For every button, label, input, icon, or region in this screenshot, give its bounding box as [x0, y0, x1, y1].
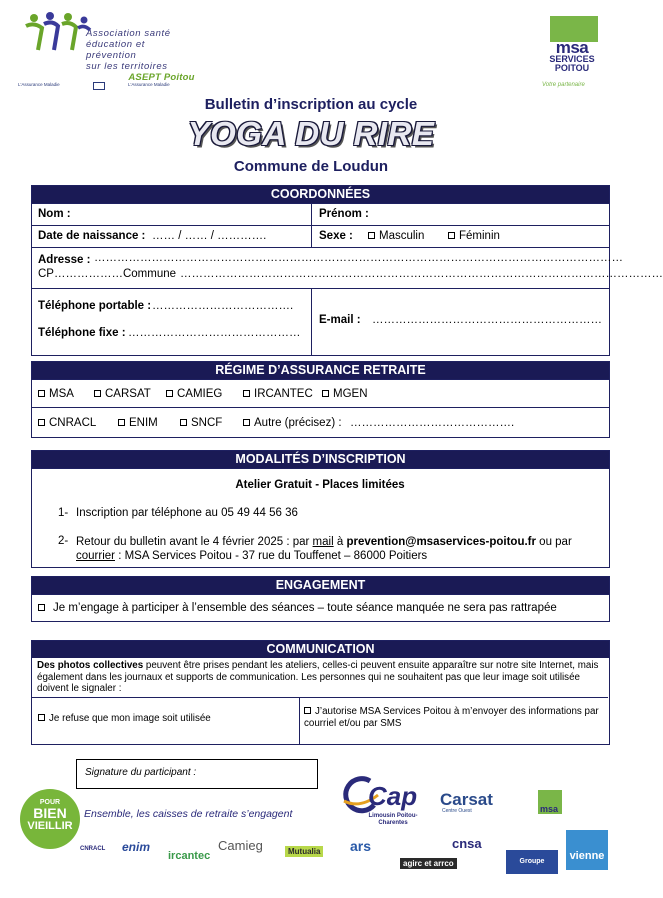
assurance-maladie-logo: L'Assurance Maladie [18, 82, 60, 87]
engagement-section [31, 576, 610, 622]
camieg-logo: Camieg [218, 838, 263, 853]
divider [311, 204, 312, 225]
adresse-row [32, 247, 663, 288]
nom-label: Nom : [38, 208, 71, 220]
cap-text: Cap [368, 781, 418, 811]
commune-field[interactable]: ……………………………………………………………………………………………………………… [180, 268, 663, 280]
checkbox-icon[interactable] [166, 390, 173, 397]
adresse-label: Adresse : [38, 254, 91, 266]
adresse-field[interactable]: ………………………………………………………………………………………………………………………… [94, 252, 623, 264]
checkbox-icon[interactable] [38, 604, 45, 611]
asept-line: Association santé [86, 28, 171, 39]
text-part: à [336, 536, 344, 548]
msa-services-poitou-logo [540, 16, 604, 90]
carsat-subtext: Centre Ouest [442, 808, 472, 814]
communication-section [31, 640, 610, 745]
msa-small-logo [538, 790, 562, 814]
postal-address: : MSA Services Poitou - 37 rue du Touffenet – 86000 Poitiers [118, 550, 428, 562]
checkbox-icon[interactable] [38, 714, 45, 721]
carsat-logo [440, 790, 520, 820]
people-figures-icon [22, 10, 92, 54]
tel-portable-field[interactable]: ………………………………. [152, 300, 294, 312]
mutualia-logo: Mutualia [285, 846, 323, 857]
partner-small-logos [18, 82, 178, 92]
regime-row-1 [32, 379, 609, 407]
assurance-maladie-logo: L'Assurance Maladie [128, 82, 170, 87]
section-heading: COMMUNICATION [32, 641, 609, 658]
checkbox-icon[interactable] [448, 232, 455, 239]
item-number: 1- [58, 507, 69, 519]
option-label: SNCF [191, 417, 223, 429]
consent-row [32, 697, 608, 744]
msa-logo-text [540, 40, 604, 73]
checkbox-icon[interactable] [243, 419, 250, 426]
carsat-option[interactable] [94, 388, 151, 400]
text-part: Retour du bulletin avant le 4 février 2025 : par [76, 536, 310, 548]
commune-title: Commune de Loudun [233, 158, 389, 175]
tel-fixe-field[interactable]: ……………………………………… [128, 327, 301, 339]
signature-label: Signature du participant : [85, 767, 197, 778]
tel-portable-label: Téléphone portable : [38, 300, 152, 312]
checkbox-icon[interactable] [38, 419, 45, 426]
autre-field[interactable]: ……………………………………. [350, 417, 515, 429]
ars-logo: ars [350, 838, 372, 854]
section-heading: MODALITÉS D’INSCRIPTION [32, 451, 609, 468]
regime-section [31, 361, 610, 438]
naissance-field[interactable]: …… / …… / …………. [152, 230, 267, 242]
modalites-section [31, 450, 610, 568]
section-heading: ENGAGEMENT [32, 577, 609, 594]
carsat-text: Carsat [440, 790, 493, 809]
mail-word: mail [312, 536, 334, 548]
partner-logo [93, 82, 105, 90]
checkbox-icon[interactable] [118, 419, 125, 426]
asept-logo [22, 10, 197, 83]
autorise-label: J’autorise MSA Services Poitou à m’envoyer des informations par courriel et/ou par SMS [304, 706, 599, 729]
email-field[interactable]: …………………………………………………… [372, 314, 602, 326]
sexe-label: Sexe : [319, 230, 353, 242]
regime-row-2 [32, 407, 609, 436]
communication-intro [37, 660, 605, 695]
masculin-label: Masculin [379, 230, 425, 242]
autorise-option[interactable] [304, 706, 604, 730]
checkbox-icon[interactable] [368, 232, 375, 239]
naissance-label: Date de naissance : [38, 230, 146, 242]
msa-name: msa [555, 38, 589, 57]
masculin-option[interactable] [368, 230, 424, 242]
yoga-du-rire-title: YOGA DU RIRE [187, 115, 435, 152]
msa-line: SERVICES [549, 54, 595, 64]
mgen-option[interactable] [322, 388, 368, 400]
pbv-text: BIEN [33, 805, 67, 821]
ensemble-tagline: Ensemble, les caisses de retraite s’engagent [84, 808, 293, 820]
cnracl-option[interactable] [38, 417, 96, 429]
option-label: MSA [49, 388, 74, 400]
cap-logo [340, 775, 430, 831]
modalites-subtitle: Atelier Gratuit - Places limitées [235, 479, 405, 491]
feminin-option[interactable] [448, 230, 500, 242]
msa-option[interactable] [38, 388, 74, 400]
camieg-option[interactable] [166, 388, 222, 400]
autre-option[interactable] [243, 417, 342, 429]
retour-bulletin-text [76, 535, 606, 563]
checkbox-icon[interactable] [243, 390, 250, 397]
enim-option[interactable] [118, 417, 158, 429]
asept-brand: ASEPT Poitou [128, 72, 195, 83]
asept-line: sur les territoires [86, 61, 168, 72]
vienne-logo: vienne [566, 830, 608, 870]
engagement-option[interactable] [38, 602, 557, 614]
option-label: Autre (précisez) : [254, 417, 342, 429]
engagement-row [32, 594, 609, 621]
divider [311, 289, 312, 355]
refuse-image-option[interactable] [38, 713, 211, 724]
email-link[interactable]: prevention@msaservices-poitou.fr [346, 536, 536, 548]
pbv-text: VIEILLIR [27, 820, 73, 832]
option-label: IRCANTEC [254, 388, 313, 400]
intro-text: peuvent être prises pendant les ateliers, celles-ci peuvent ensuite apparaître sur notre site Internet, mais également dans les journaux et supports de communication. Les personnes qui ne souhaitent pas que leur image soit utilisée doivent le signaler : [37, 660, 599, 694]
telephone-email-row [32, 288, 609, 355]
telephone-inscription: Inscription par téléphone au 05 49 44 56 36 [76, 507, 298, 519]
pbv-text: POUR [39, 799, 61, 806]
section-heading: COORDONNÉES [32, 186, 609, 203]
option-label: MGEN [333, 388, 368, 400]
text-part: ou par [539, 536, 572, 548]
cap-subtext: Limousin Poitou-Charentes [368, 813, 418, 826]
partner-logos-row [80, 836, 620, 889]
option-label: CARSAT [105, 388, 151, 400]
feminin-label: Féminin [459, 230, 500, 242]
agrica-logo: Groupe AGRICA [506, 850, 558, 874]
checkbox-icon[interactable] [180, 419, 187, 426]
agirc-arrco-logo: agirc et arrco [400, 858, 457, 869]
courrier-word: courrier [76, 550, 115, 562]
asept-text [86, 28, 197, 83]
email-label: E-mail : [319, 314, 361, 326]
cp-commune-label: CP………………Commune [38, 268, 177, 280]
refuse-label: Je refuse que mon image soit utilisée [49, 713, 211, 724]
naissance-sexe-row [32, 225, 609, 247]
enim-logo: enim [122, 840, 151, 854]
cnsa-logo: cnsa [452, 836, 482, 851]
divider [299, 698, 300, 744]
divider [311, 226, 312, 247]
option-label: ENIM [129, 417, 158, 429]
engagement-text: Je m’engage à participer à l’ensemble des séances – toute séance manquée ne sera pas rattrapée [53, 602, 557, 614]
item-number: 2- [58, 535, 69, 547]
checkbox-icon[interactable] [304, 707, 311, 714]
coordonnees-section [31, 185, 663, 356]
prenom-label: Prénom : [319, 208, 369, 220]
option-label: CAMIEG [177, 388, 223, 400]
ircantec-logo: ircantec [168, 850, 211, 862]
option-label: CNRACL [49, 417, 97, 429]
cnracl-logo: CNRACL [80, 846, 106, 852]
msa-small-text: msa [540, 804, 559, 814]
modalites-body [32, 468, 609, 567]
msa-tagline: Votre partenaire [542, 82, 585, 88]
checkbox-icon[interactable] [322, 390, 329, 397]
checkbox-icon[interactable] [94, 390, 101, 397]
ircantec-option[interactable] [243, 388, 313, 400]
tel-fixe-label: Téléphone fixe : [38, 327, 126, 339]
sncf-option[interactable] [180, 417, 222, 429]
nom-prenom-row [32, 203, 609, 225]
checkbox-icon[interactable] [38, 390, 45, 397]
bulletin-title: Bulletin d’inscription au cycle [204, 96, 418, 113]
asept-line: éducation et prévention [86, 39, 145, 61]
section-heading: RÉGIME D’ASSURANCE RETRAITE [32, 362, 609, 379]
msa-line: POITOU [554, 63, 590, 73]
signature-box[interactable] [76, 759, 318, 789]
pour-bien-vieillir-logo [20, 789, 80, 849]
photos-bold: Des photos collectives [37, 660, 144, 671]
